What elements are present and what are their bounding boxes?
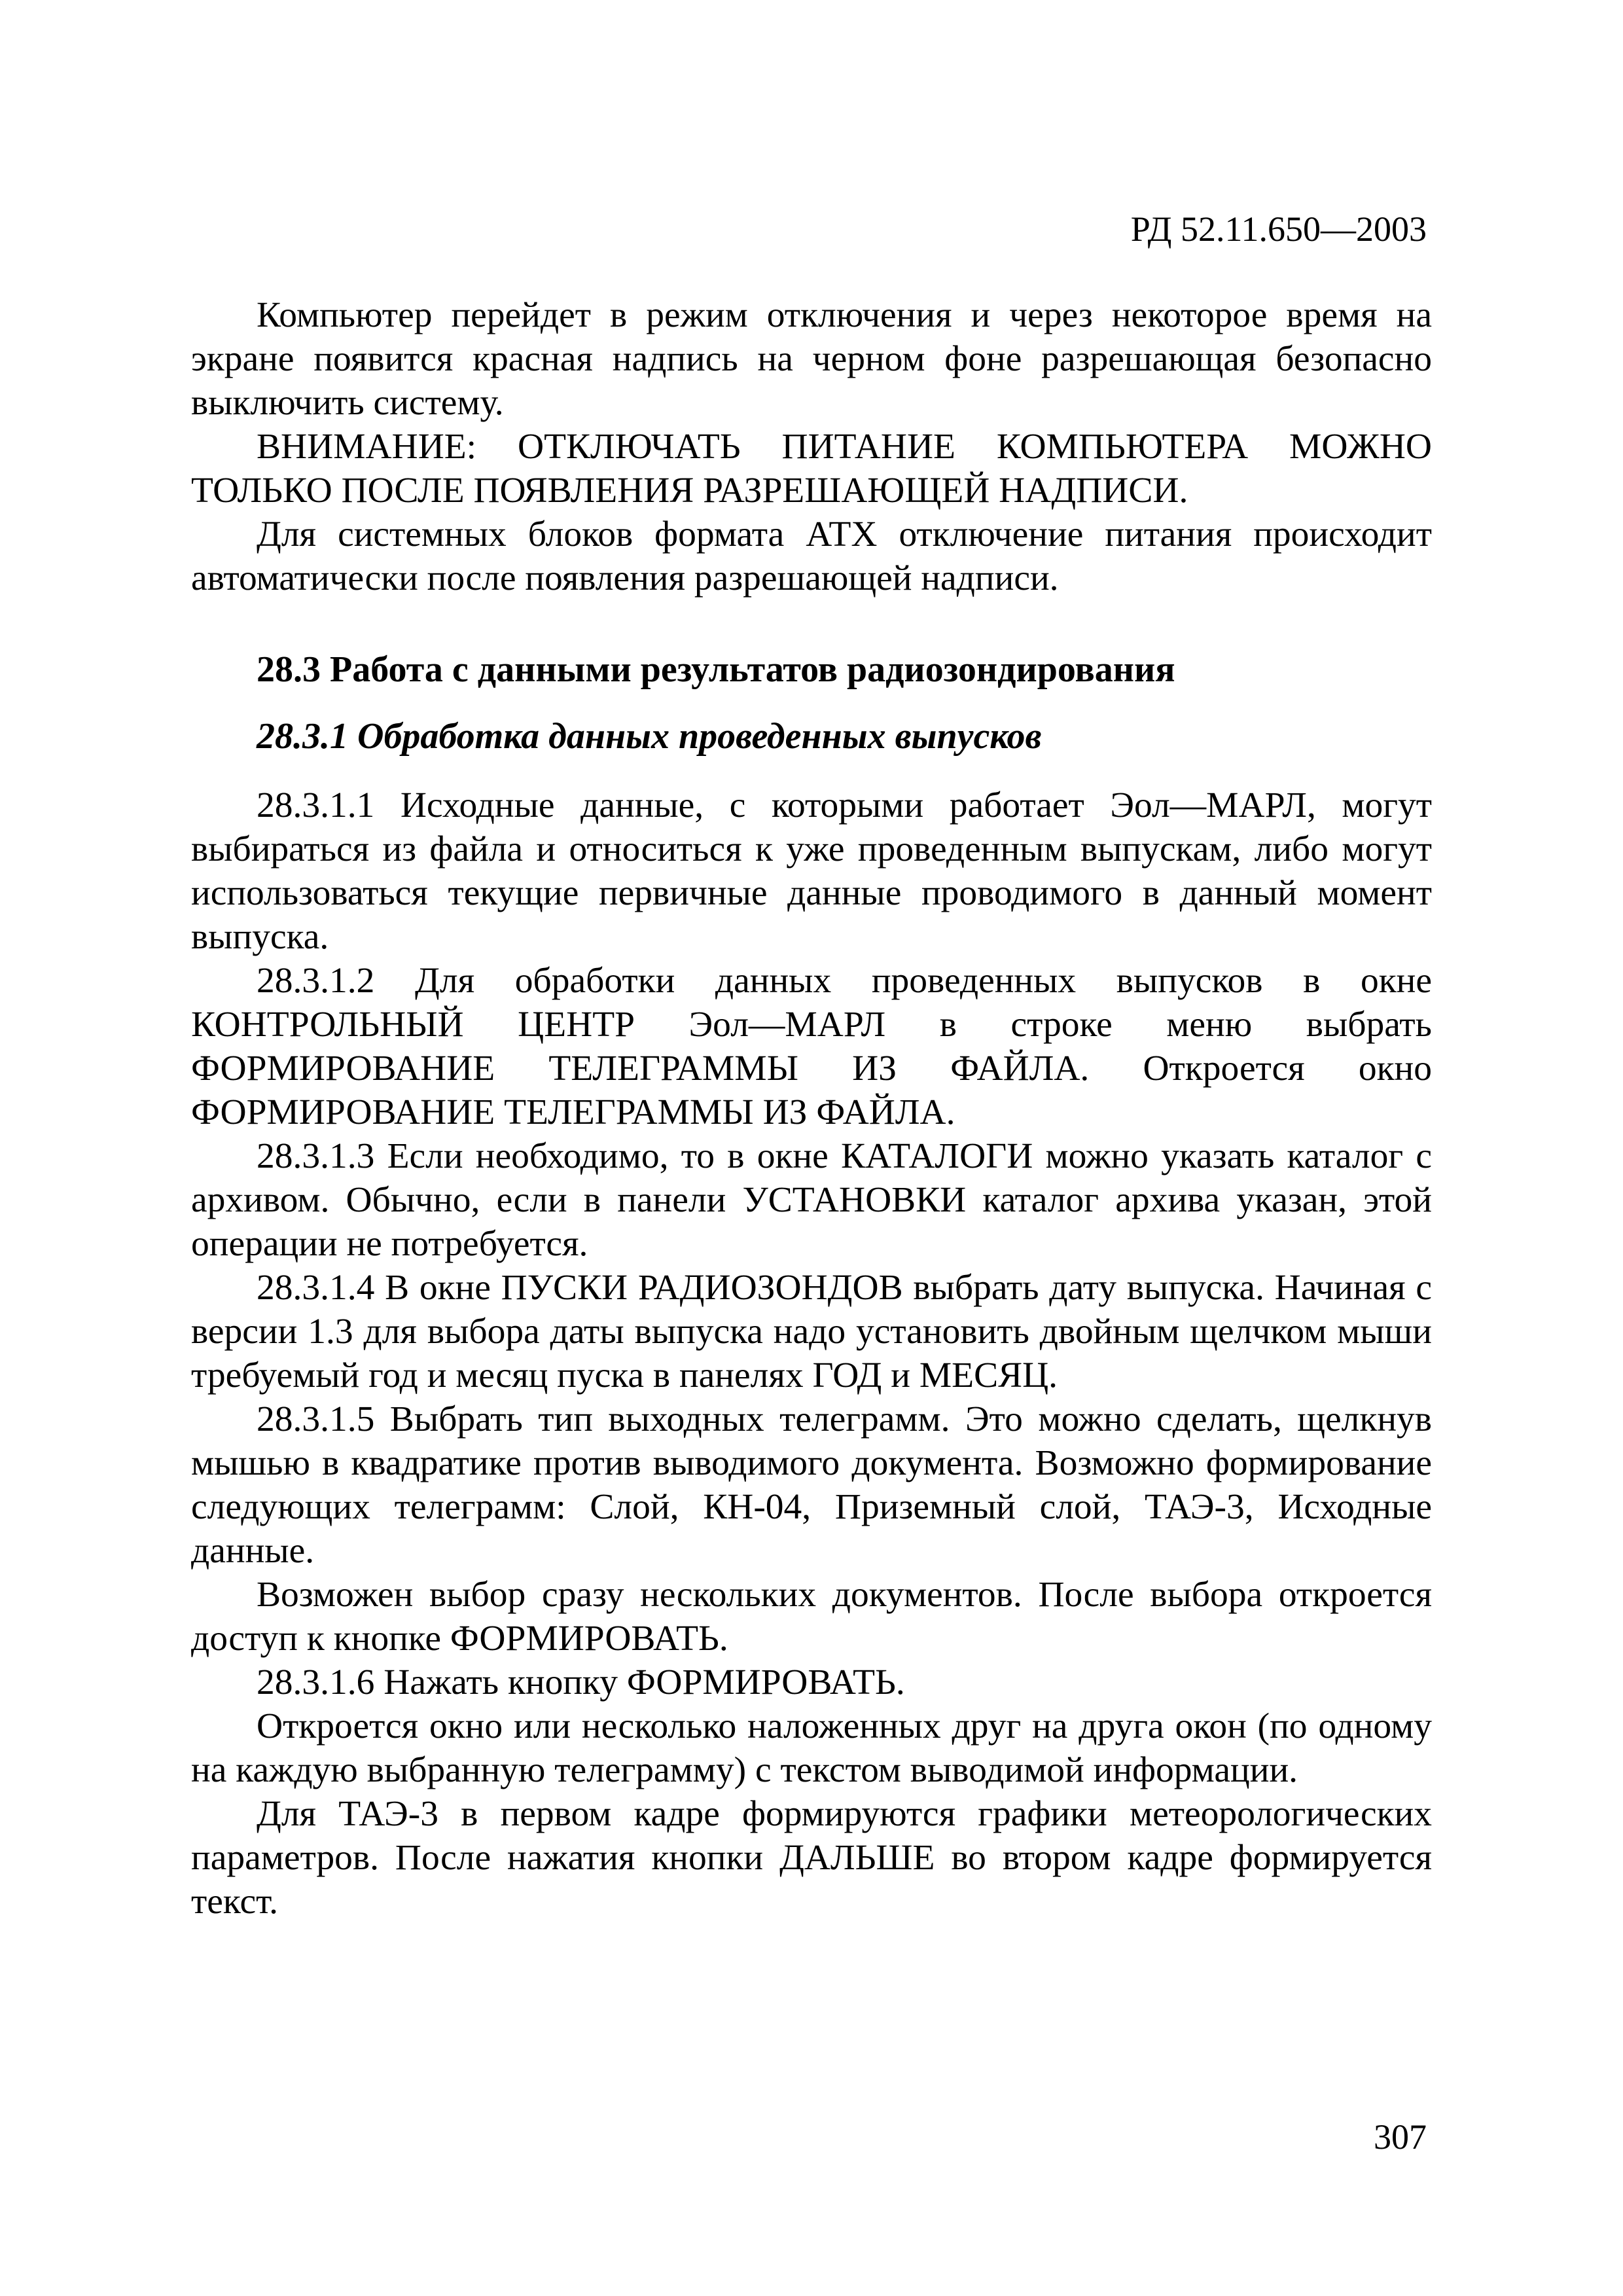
paragraph-warning: ВНИМАНИЕ: ОТКЛЮЧАТЬ ПИТАНИЕ КОМПЬЮТЕРА МОЖНО ТОЛЬКО ПОСЛЕ ПОЯВЛЕНИЯ РАЗРЕШАЮЩЕЙ НАДПИСИ. (191, 427, 1432, 511)
paragraph-tae3: Для ТАЭ-3 в первом кадре формируются графики метеорологических параметров. После нажатия кнопки ДАЛЬШЕ во втором кадре формируется текст. (191, 1794, 1432, 1922)
document-code-header: РД 52.11.650—2003 (1130, 209, 1427, 249)
paragraph-28-3-1-5: 28.3.1.5 Выбрать тип выходных телеграмм. Это можно сделать, щелкнув мышью в квадратике против выводимого документа. Возможно формирование следующих телеграмм: Слой, КН-04, Приземный слой, ТАЭ-3, Исходные данные. (191, 1399, 1432, 1571)
paragraph-28-3-1-2: 28.3.1.2 Для обработки данных проведенных выпусков в окне КОНТРОЛЬНЫЙ ЦЕНТР Эол—МАРЛ в строке меню выбрать ФОРМИРОВАНИЕ ТЕЛЕГРАММЫ ИЗ ФАЙЛА. Откроется окно ФОРМИРОВАНИЕ ТЕЛЕГРАММЫ ИЗ ФАЙЛА. (191, 961, 1432, 1132)
paragraph-28-3-1-6: 28.3.1.6 Нажать кнопку ФОРМИРОВАТЬ. (257, 1662, 905, 1702)
page-number: 307 (1374, 2117, 1427, 2157)
subsection-heading: 28.3.1 Обработка данных проведенных выпусков (257, 716, 1042, 757)
intro-text-block (191, 293, 1432, 600)
paragraph-shutdown: Компьютер перейдет в режим отключения и через некоторое время на экране появится красная надпись на черном фоне разрешающая безопасно выключить систему. (191, 295, 1432, 423)
paragraph-windows-open: Откроется окно или несколько наложенных друг на друга окон (по одному на каждую выбранную телеграмму) с текстом выводимой информации. (191, 1706, 1432, 1790)
paragraph-atx: Для системных блоков формата АТХ отключение питания происходит автоматически после появления разрешающей надписи. (191, 514, 1432, 598)
paragraph-28-3-1-1: 28.3.1.1 Исходные данные, с которыми работает Эол—МАРЛ, могут выбираться из файла и относиться к уже проведенным выпускам, либо могут использоваться текущие первичные данные проводимого в данный момент выпуска. (191, 785, 1432, 957)
paragraph-multiple-choice: Возможен выбор сразу нескольких документов. После выбора откроется доступ к кнопке ФОРМИРОВАТЬ. (191, 1575, 1432, 1659)
paragraph-28-3-1-3: 28.3.1.3 Если необходимо, то в окне КАТАЛОГИ можно указать каталог с архивом. Обычно, если в панели УСТАНОВКИ каталог архива указан, этой операции не потребуется. (191, 1136, 1432, 1264)
section-heading: 28.3 Работа с данными результатов радиозондирования (257, 649, 1175, 690)
paragraph-28-3-1-4: 28.3.1.4 В окне ПУСКИ РАДИОЗОНДОВ выбрать дату выпуска. Начиная с версии 1.3 для выбора даты выпуска надо установить двойным щелчком мыши требуемый год и месяц пуска в панелях ГОД и МЕСЯЦ. (191, 1268, 1432, 1395)
main-text-block (191, 783, 1432, 1924)
